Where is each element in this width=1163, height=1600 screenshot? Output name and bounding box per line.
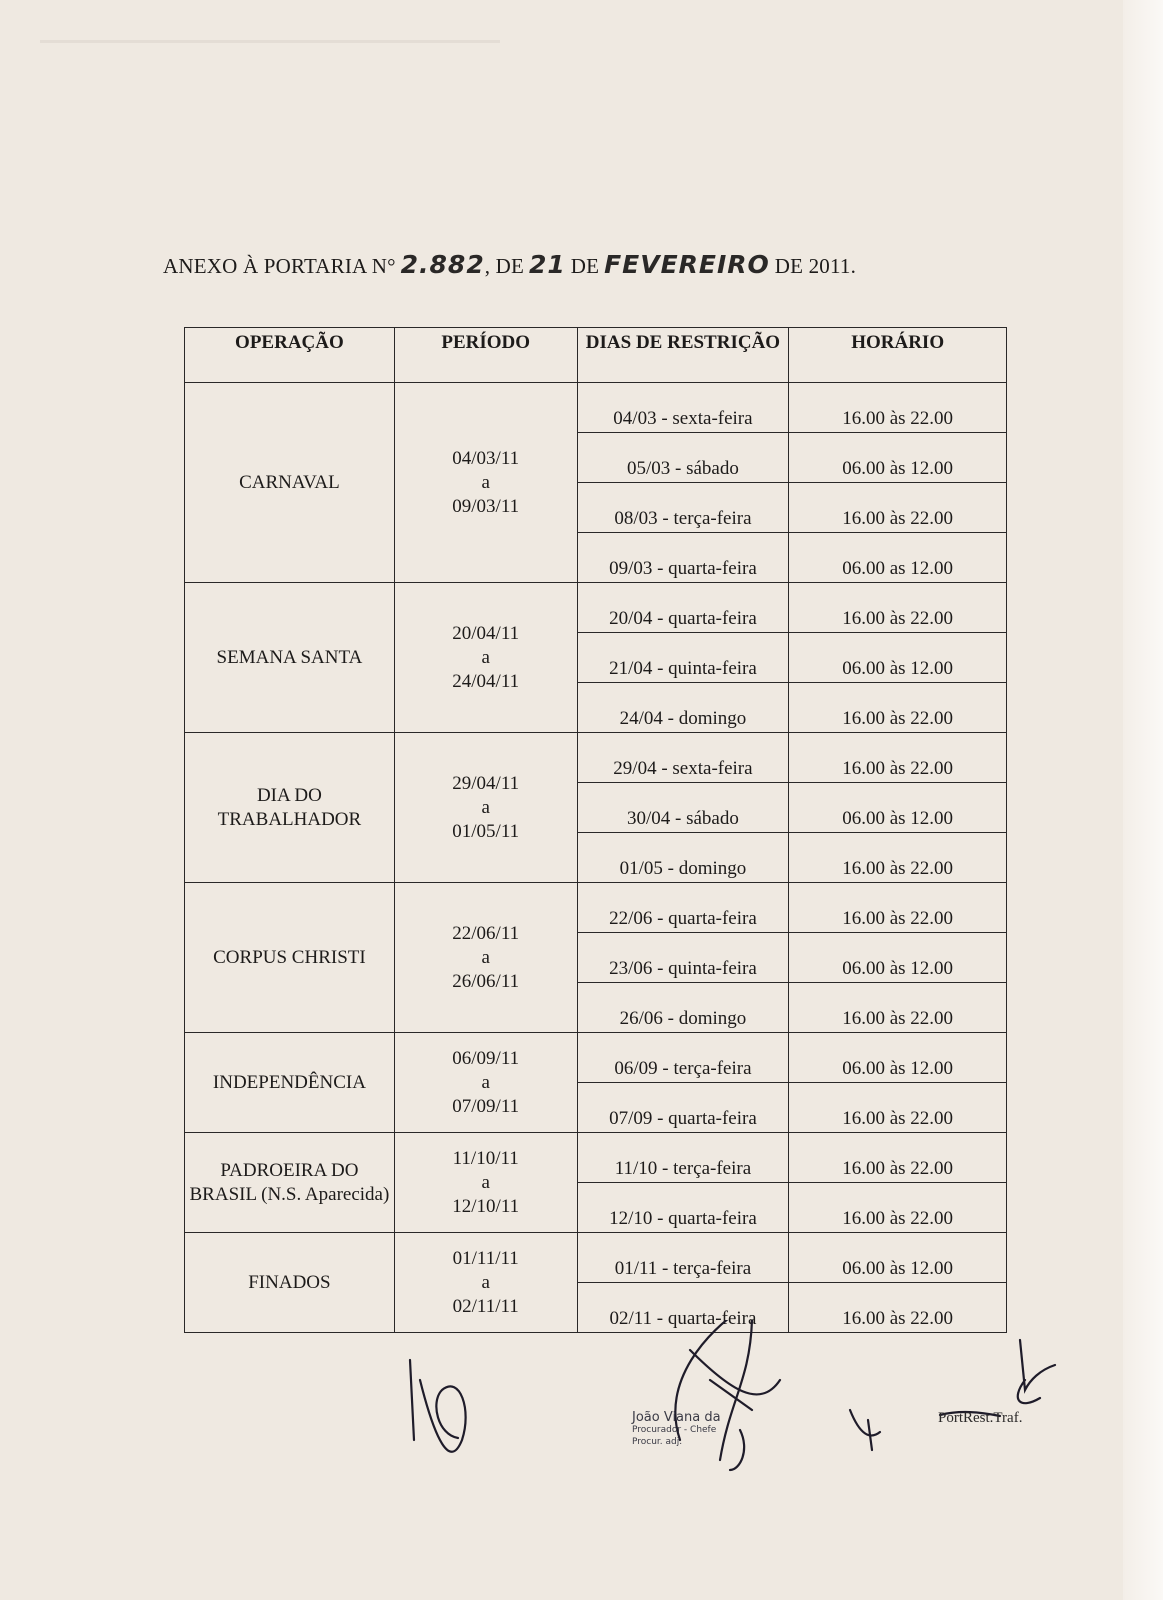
header-horario: HORÁRIO — [789, 328, 1007, 383]
period-sep: a — [481, 796, 490, 818]
restriction-day: 11/10 - terça-feira — [577, 1133, 789, 1183]
restriction-time: 06.00 às 12.00 — [789, 1233, 1007, 1283]
operation-period — [394, 1133, 577, 1233]
restriction-day: 04/03 - sexta-feira — [577, 383, 789, 433]
restriction-time: 16.00 às 22.00 — [789, 1083, 1007, 1133]
heading-de-2: DE — [570, 254, 600, 278]
restriction-day: 06/09 - terça-feira — [577, 1033, 789, 1083]
period-end: 12/10/11 — [452, 1195, 520, 1217]
table-row — [185, 883, 1007, 933]
restriction-time: 16.00 às 22.00 — [789, 1183, 1007, 1233]
period-sep: a — [481, 471, 490, 493]
restriction-time: 06.00 às 12.00 — [789, 1033, 1007, 1083]
period-start: 04/03/11 — [452, 447, 520, 469]
header-operacao: OPERAÇÃO — [185, 328, 395, 383]
restriction-time: 16.00 às 22.00 — [789, 1283, 1007, 1333]
period-start: 20/04/11 — [452, 622, 520, 644]
table-body — [185, 383, 1007, 1333]
table-row — [185, 1033, 1007, 1083]
restriction-day: 01/05 - domingo — [577, 833, 789, 883]
operation-name: SEMANA SANTA — [185, 583, 395, 733]
restriction-time: 06.00 às 12.00 — [789, 633, 1007, 683]
header-periodo: PERÍODO — [394, 328, 577, 383]
restriction-time: 16.00 às 22.00 — [789, 383, 1007, 433]
restriction-day: 09/03 - quarta-feira — [577, 533, 789, 583]
restriction-day: 05/03 - sábado — [577, 433, 789, 483]
heading-month: FEVEREIRO — [604, 250, 770, 279]
header-dias-de-restricao: DIAS DE RESTRIÇÃO — [577, 328, 789, 383]
stamp-line-1: Procurador - Chefe — [632, 1425, 717, 1435]
operation-period — [394, 733, 577, 883]
operation-period — [394, 1033, 577, 1133]
operation-name: DIA DO TRABALHADOR — [185, 733, 395, 883]
period-start: 06/09/11 — [452, 1047, 520, 1069]
heading-year: DE 2011. — [774, 254, 857, 278]
period-sep: a — [481, 1171, 490, 1193]
restriction-time: 16.00 às 22.00 — [789, 733, 1007, 783]
restriction-day: 24/04 - domingo — [577, 683, 789, 733]
restriction-time: 16.00 às 22.00 — [789, 833, 1007, 883]
scan-artifact — [40, 40, 500, 43]
restriction-day: 02/11 - quarta-feira — [577, 1283, 789, 1333]
restriction-day: 08/03 - terça-feira — [577, 483, 789, 533]
period-end: 02/11/11 — [452, 1295, 519, 1317]
restriction-time: 16.00 às 22.00 — [789, 883, 1007, 933]
stamp-name: João Viana da — [632, 1410, 721, 1425]
period-end: 07/09/11 — [452, 1095, 520, 1117]
period-sep: a — [481, 1271, 490, 1293]
period-end: 26/06/11 — [452, 970, 520, 992]
heading-de-1: , DE — [484, 254, 525, 278]
period-start: 01/11/11 — [452, 1247, 519, 1269]
table-row — [185, 733, 1007, 783]
restriction-day: 23/06 - quinta-feira — [577, 933, 789, 983]
restriction-day: 26/06 - domingo — [577, 983, 789, 1033]
heading-day: 21 — [528, 250, 566, 279]
operation-period — [394, 1233, 577, 1333]
signature-initial — [850, 1410, 880, 1450]
operation-name: FINADOS — [185, 1233, 395, 1333]
heading-prefix: ANEXO À PORTARIA N° — [163, 254, 396, 278]
document-reference: PortRest.Traf. — [938, 1410, 1023, 1426]
operation-period — [394, 383, 577, 583]
restriction-time: 16.00 às 22.00 — [789, 683, 1007, 733]
period-start: 29/04/11 — [452, 772, 520, 794]
period-sep: a — [481, 1071, 490, 1093]
period-end: 09/03/11 — [452, 495, 520, 517]
period-end: 01/05/11 — [452, 820, 520, 842]
period-start: 11/10/11 — [452, 1147, 519, 1169]
table-header-row — [185, 328, 1007, 383]
operation-name: CORPUS CHRISTI — [185, 883, 395, 1033]
table-row — [185, 383, 1007, 433]
operation-period — [394, 883, 577, 1033]
restriction-day: 21/04 - quinta-feira — [577, 633, 789, 683]
table-row — [185, 1133, 1007, 1183]
period-sep: a — [481, 646, 490, 668]
restriction-day: 07/09 - quarta-feira — [577, 1083, 789, 1133]
restriction-time: 16.00 às 22.00 — [789, 983, 1007, 1033]
restriction-day: 20/04 - quarta-feira — [577, 583, 789, 633]
portaria-number: 2.882 — [400, 250, 485, 279]
restriction-time: 16.00 às 22.00 — [789, 1133, 1007, 1183]
page-edge — [1123, 0, 1163, 1600]
restriction-day: 22/06 - quarta-feira — [577, 883, 789, 933]
restriction-time: 16.00 às 22.00 — [789, 583, 1007, 633]
restriction-time: 06.00 às 12.00 — [789, 933, 1007, 983]
table-row — [185, 1233, 1007, 1283]
document-heading — [163, 250, 856, 279]
operation-name: CARNAVAL — [185, 383, 395, 583]
restriction-time: 16.00 às 22.00 — [789, 483, 1007, 533]
signature-left — [410, 1360, 466, 1452]
restriction-time: 06.00 às 12.00 — [789, 783, 1007, 833]
restriction-day: 29/04 - sexta-feira — [577, 733, 789, 783]
restriction-day: 12/10 - quarta-feira — [577, 1183, 789, 1233]
table-row — [185, 583, 1007, 633]
restriction-day: 01/11 - terça-feira — [577, 1233, 789, 1283]
period-start: 22/06/11 — [452, 922, 520, 944]
period-end: 24/04/11 — [452, 670, 520, 692]
restriction-time: 06.00 às 12.00 — [789, 433, 1007, 483]
operation-name: PADROEIRA DO BRASIL (N.S. Aparecida) — [185, 1133, 395, 1233]
restriction-day: 30/04 - sábado — [577, 783, 789, 833]
official-stamp — [632, 1412, 721, 1448]
restriction-table — [184, 327, 1007, 1333]
restriction-time: 06.00 as 12.00 — [789, 533, 1007, 583]
stamp-line-2: Procur. adj. — [632, 1437, 683, 1447]
period-sep: a — [481, 946, 490, 968]
operation-period — [394, 583, 577, 733]
signature-right — [940, 1340, 1055, 1416]
operation-name: INDEPENDÊNCIA — [185, 1033, 395, 1133]
